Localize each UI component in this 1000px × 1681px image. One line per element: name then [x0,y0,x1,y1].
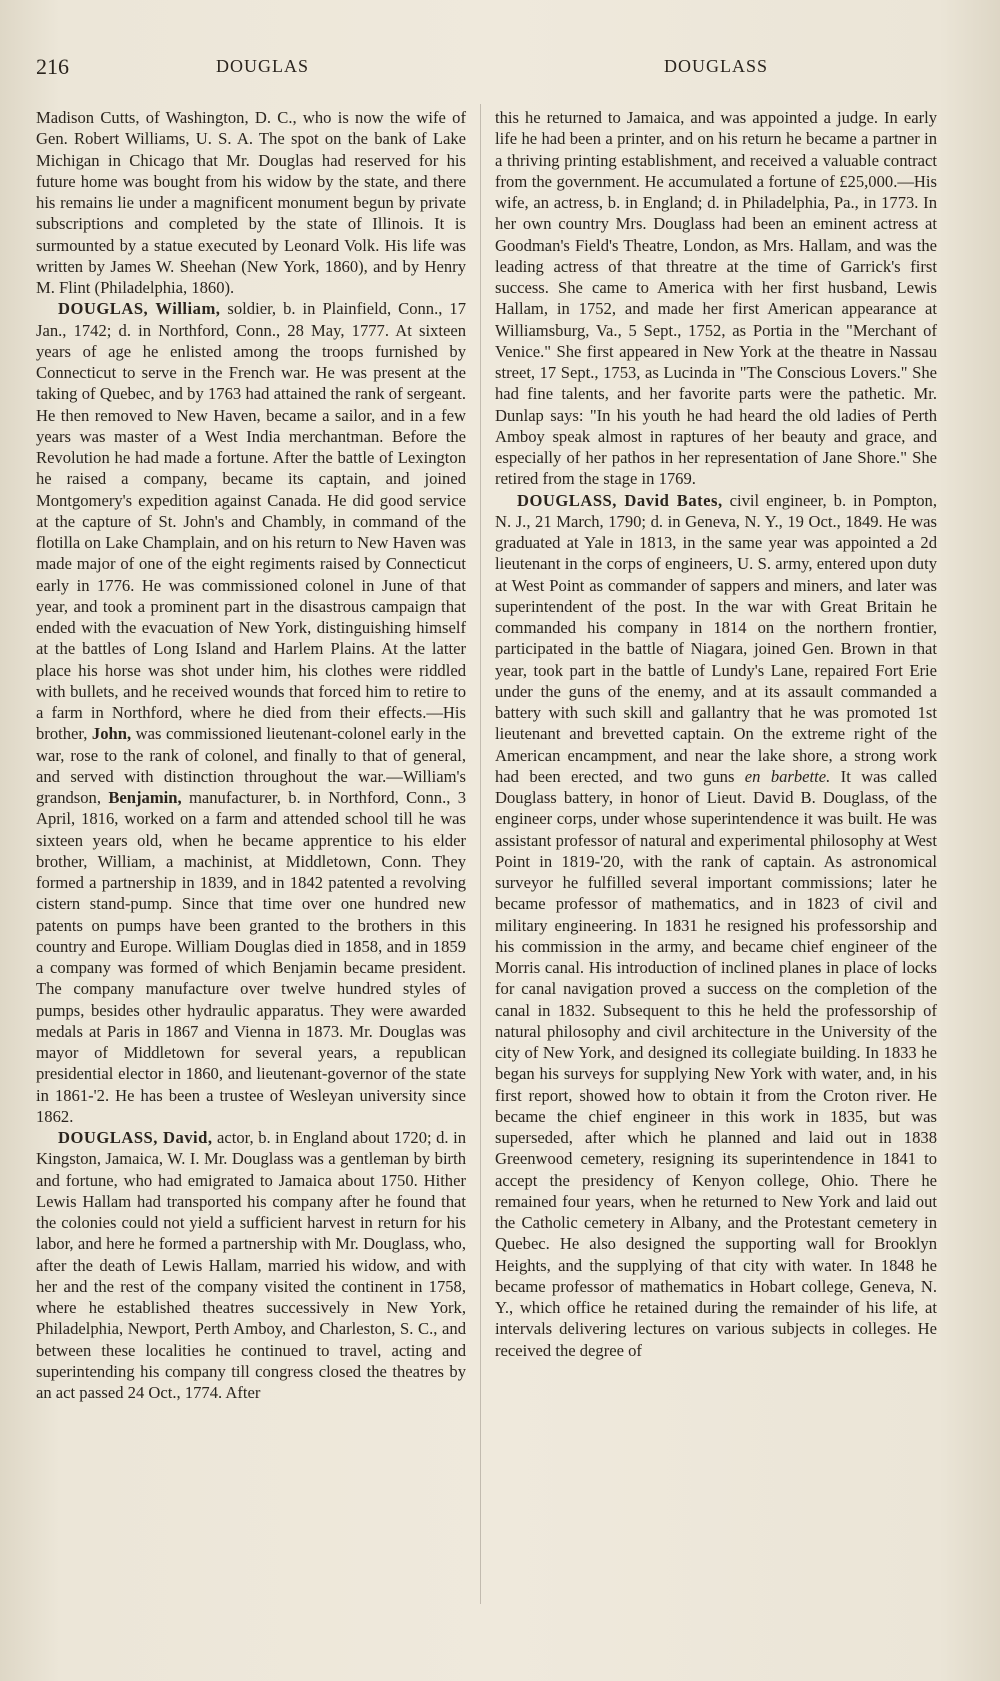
page-header [36,54,964,84]
running-head-right: DOUGLASS [664,56,769,76]
column-divider [480,104,481,1604]
entry-heading: DOUGLASS, David, [58,1128,213,1147]
sub-entry-name: John, [91,724,132,744]
right-column [495,107,937,1361]
entry-david-douglass [36,1127,466,1403]
entry-text: soldier, b. in Plainfield, Conn., 17 Jan., 1742; d. in Northford, Conn., 28 May, 1777. At sixteen years of age he enlisted among the troops furnished by Connecticut to serve in the French war. He was present at the taking of Quebec, and by 1763 had attained the rank of sergeant. He then removed to New Haven, became a sailor, and in a few years was master of a West India merchantman. Before the Revolution he had made a fortune. After the battle of Lexington he raised a company, became its captain, and joined Montgomery's expedition against Canada. He did good service at the capture of St. John's and Chambly, in command of the flotilla on Lake Champlain, and on his return to New Haven was made major of one of the eight regiments raised by Connecticut early in 1776. He was commissioned colonel in June of that year, and took a prominent part in the disastrous campaign that ended with the evacuation of New York, distinguishing himself at the battles of Long Island and Harlem Plains. At the latter place his horse was shot under him, his clothes were riddled with bullets, and he received wounds that forced him to retire to a farm in Northford, where he died from their effects.—His brother, [36,299,466,744]
sub-entry-name: Benjamin, [108,788,182,807]
continuation-paragraph [36,107,466,298]
entry-william-douglas [36,298,466,1127]
continuation-text: this he returned to Jamaica, and was appointed a judge. In early life he had been a printer, and on his return he became a partner in a thriving printing establishment, and received a valuable contract from the government. He accumulated a fortune of £25,000.—His wife, an actress, b. in England; d. in Philadelphia, Pa., in 1773. In her own country Mrs. Douglass had been an eminent actress at Goodman's Field's Theatre, London, as Mrs. Hallam, and was the leading actress of that threatre at the time of Garrick's first success. She came to America with her first husband, Lewis Hallam, in 1752, and made her first American appearance at Williamsburg, Va., 5 Sept., 1752, as Portia in the "Merchant of Venice." She first appeared in New York at the theatre in Nassau street, 17 Sept., 1753, as Lucinda in "The Conscious Lovers." She had fine talents, and her favorite parts were the pathetic. Mr. Dunlap says: "In his youth he had heard the old ladies of Perth Amboy speak almost in raptures of her beauty and grace, and especially of her pathos in her representation of Jane Shore." She retired from the stage in 1769. [495,108,937,489]
page-number: 216 [36,54,69,79]
entry-text: was commissioned lieutenant-colonel early in the war, rose to the rank of colonel, and finally to that of general, and served with distinction throughout the war.—William's grandson, [36,724,466,807]
continuation-paragraph [495,107,937,490]
entry-david-bates-douglass [495,490,937,1361]
entry-text: civil engineer, b. in Pompton, N. J., 21 March, 1790; d. in Geneva, N. Y., 19 Oct., 1849. He was graduated at Yale in 1813, in the same year was appointed a 2d lieutenant in the corps of engineers, U. S. army, entered upon duty at West Point as commander of sappers and miners, and later was superintendent of the post. In the war with Great Britain he commanded his company in 1814 on the northern frontier, participated in the battle of Niagara, joined Gen. Brown in that year, took part in the battle of Lundy's Lane, repaired Fort Erie under the guns of the enemy, and at its assault commanded a battery with such skill and gallantry that he was promoted 1st lieutenant and brevetted captain. On the extreme right of the American encampment, and near the lake shore, a strong work had been erected, and two guns [495,490,938,786]
italic-term: en barbette. [744,766,831,786]
left-column [36,107,466,1403]
entry-heading: DOUGLAS, William, [58,299,221,319]
entry-text: manufacturer, b. in Northford, Conn., 3 April, 1816, worked on a farm and attended school till he was sixteen years old, when he became apprentice to his elder brother, William, a machinist, at Middletown, Conn. They formed a partnership in 1839, and in 1842 patented a revolving cistern stand-pump. Since that time over one hundred new patents on pumps have been granted to the brothers in this country and Europe. William Douglas died in 1858, and in 1859 a company was formed of which Benjamin became president. The company manufacture over twelve hundred styles of pumps, besides other hydraulic apparatus. They were awarded medals at Paris in 1867 and Vienna in 1873. Mr. Douglas was mayor of Middletown for several years, a republican presidential elector in 1860, and lieutenant-governor of the state in 1861-'2. He has been a trustee of Wesleyan university since 1862. [36,788,466,1126]
entry-heading: DOUGLASS, David Bates, [517,490,723,510]
entry-text: It was called Douglass battery, in honor of Lieut. David B. Douglass, of the engineer corps, under whose superintendence it was built. He was assistant professor of natural and experimental philosophy at West Point in 1819-'20, with the rank of captain. As astronomical surveyor he fulfilled several important commissions; later he became professor of mathematics, and in 1823 of civil and military engineering. In 1831 he resigned his professorship and his commission in the army, and became chief engineer of the Morris canal. His introduction of inclined planes in place of locks for canal navigation proved a success on the completion of the canal in 1832. Subsequent to this he held the professorship of natural philosophy and civil architecture in the University of the city of New York, and designed its collegiate building. In 1833 he began his surveys for supplying New York with water, and, in his first report, showed how to obtain it from the Croton river. He became the chief engineer in this work in 1835, but was superseded, after which he planned and laid out in 1838 Greenwood cemetery, resigning its superintendence in 1841 to accept the presidency of Kenyon college, Ohio. There he remained four years, when he returned to New York and laid out the Catholic cemetery in Albany, and the Protestant cemetery in Quebec. He also designed the supporting wall for Brooklyn Heights, and the supplying of that city with water. In 1848 he became professor of mathematics in Hobart college, Geneva, N. Y., which office he retained during the remainder of his life, at intervals delivering lectures on various subjects in colleges. He received the degree of [495,766,937,1360]
running-head-left: DOUGLAS [216,56,310,76]
continuation-text: Madison Cutts, of Washington, D. C., who is now the wife of Gen. Robert Williams, U. S. A. The spot on the bank of Lake Michigan in Chicago that Mr. Douglas had reserved for his future home was bought from his widow by the state, and there his remains lie under a magnificent monument begun by private subscriptions and completed by the state of Illinois. It is surmounted by a statue executed by Leonard Volk. His life was written by James W. Sheehan (New York, 1860), and by Henry M. Flint (Philadelphia, 1860). [36,108,466,297]
entry-text: actor, b. in England about 1720; d. in Kingston, Jamaica, W. I. Mr. Douglass was a gentleman by birth and fortune, who had emigrated to Jamaica about 1750. Hither Lewis Hallam had transported his company after he found that the colonies could not yield a sufficient harvest in return for his labor, and here he formed a partnership with Mr. Douglass, who, after the death of Lewis Hallam, married his widow, and with her and the rest of the company visited the continent in 1758, where he established theatres successively in New York, Philadelphia, Newport, Perth Amboy, and Charleston, S. C., and between these localities he continued to travel, acting and superintending his company till congress closed the theatres by an act passed 24 Oct., 1774. After [36,1128,466,1402]
